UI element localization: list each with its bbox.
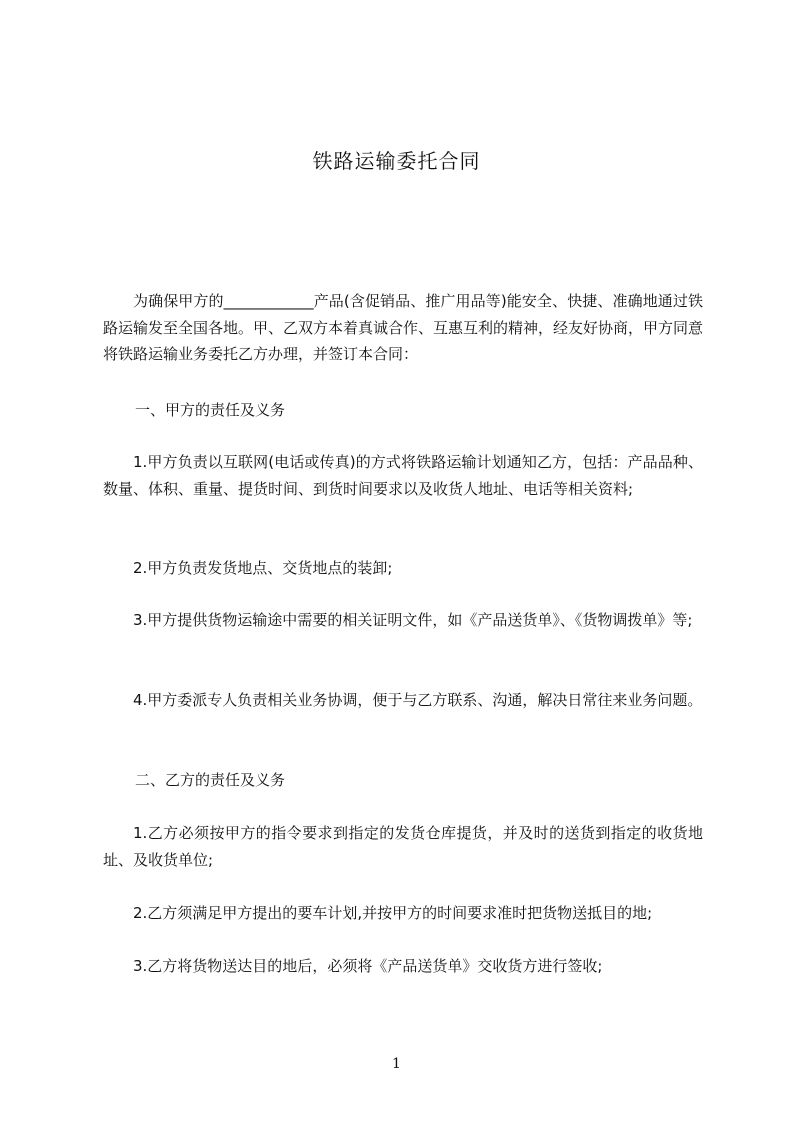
page-number: 1 (392, 1056, 401, 1072)
section-heading-party-a: 一、甲方的责任及义务 (135, 401, 286, 419)
party-a-clause-1: 1.甲方负责以互联网(电话或传真)的方式将铁路运输计划通知乙方，包括：产品品种、数量、体积、重量、提货时间、到货时间要求以及收货人地址、电话等相关资料; (103, 453, 703, 498)
party-a-clause-3: 3.甲方提供货物运输途中需要的相关证明文件，如《产品送货单》、《货物调拨单》等; (133, 611, 693, 629)
party-b-clause-2: 2.乙方须满足甲方提出的要车计划,并按甲方的时间要求准时把货物送抵目的地; (133, 904, 653, 922)
party-a-clause-4: 4.甲方委派专人负责相关业务协调，便于与乙方联系、沟通，解决日常往来业务问题。 (133, 691, 703, 709)
section-heading-party-b: 二、乙方的责任及义务 (135, 771, 286, 789)
party-a-clause-2: 2.甲方负责发货地点、交货地点的装卸; (133, 559, 393, 577)
intro-paragraph: 为确保甲方的____________产品(含促销品、推广用品等)能安全、快捷、准确地通过铁路运输发至全国各地。甲、乙双方本着真诚合作、互惠互利的精神，经友好协商，甲方同意将铁路运输业务委托乙方办理，并签订本合同： (103, 292, 704, 363)
party-b-clause-1: 1.乙方必须按甲方的指令要求到指定的发货仓库提货，并及时的送货到指定的收货地址、及收货单位; (103, 824, 703, 869)
document-title: 铁路运输委托合同 (312, 149, 481, 173)
party-b-clause-3: 3.乙方将货物送达目的地后，必须将《产品送货单》交收货方进行签收; (133, 957, 603, 975)
